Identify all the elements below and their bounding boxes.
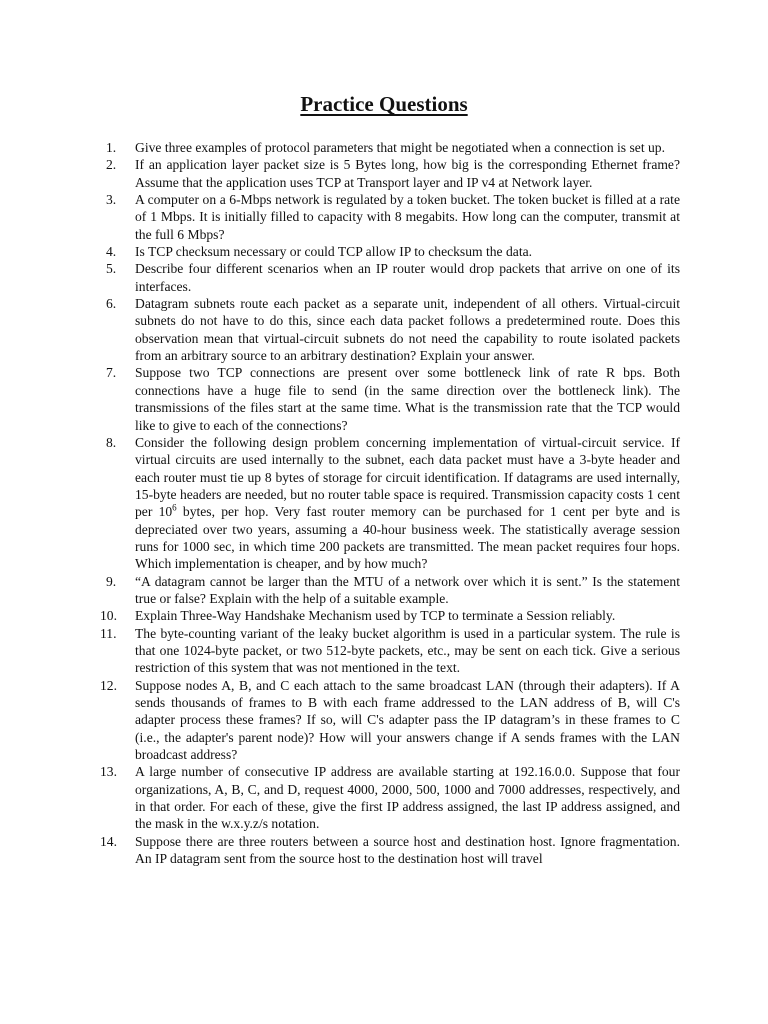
question-text	[135, 434, 680, 573]
question-number: 5.	[106, 261, 117, 277]
question-item	[90, 434, 680, 573]
question-item	[90, 139, 680, 156]
page-title: Practice Questions	[300, 92, 468, 116]
question-number: 12.	[100, 677, 117, 693]
question-item	[90, 156, 680, 191]
question-text: Is TCP checksum necessary or could TCP allow IP to checksum the data.	[135, 244, 533, 260]
question-text: Describe four different scenarios when an IP router would drop packets that arrive on one of its interfaces.	[135, 261, 680, 294]
question-text: Suppose two TCP connections are present over some bottleneck link of rate R bps. Both connections have a huge file to send (in the same direction over the bottleneck link). The transmissions of the files start at the same time. What is the transmission rate that the TCP would like to give to each of the connections?	[135, 365, 680, 433]
question-item	[90, 573, 680, 608]
question-text: A computer on a 6-Mbps network is regulated by a token bucket. The token bucket is filled at a rate of 1 Mbps. It is initially filled to capacity with 8 megabits. How long can the computer, transmit at the full 6 Mbps?	[135, 192, 680, 242]
question-number: 13.	[100, 764, 117, 780]
question-text: If an application layer packet size is 5 Bytes long, how big is the corresponding Ethernet frame? Assume that the application uses TCP at Transport layer and IP v4 at Network layer.	[135, 157, 680, 190]
question-number: 4.	[106, 244, 117, 260]
question-item	[90, 625, 680, 677]
question-text: Datagram subnets route each packet as a separate unit, independent of all others. Virtual-circuit subnets do not have to do this, since each data packet follows a predetermined route. Does this observation mean that virtual-circuit subnets do not need the capability to route isolated packets from an arbitrary source to an arbitrary destination? Explain your answer.	[135, 296, 680, 364]
question-number: 7.	[106, 365, 117, 381]
question-text: “A datagram cannot be larger than the MTU of a network over which it is sent.” Is the statement true or false? Explain with the help of a suitable example.	[135, 573, 680, 606]
question-number: 11.	[100, 625, 117, 641]
question-item	[90, 763, 680, 832]
question-text: Give three examples of protocol parameters that might be negotiated when a connection is set up.	[135, 140, 665, 155]
question-text-part: Consider the following design problem concerning implementation of virtual-circuit service. If virtual circuits are used internally to the subnet, each data packet must have a 3-byte header and each router must tie up 8 bytes of storage for circuit identification. If datagrams are used internally, 15-byte headers are needed, but no router table space is required. Transmission capacity costs 1 cent per 10	[135, 434, 680, 520]
question-number: 9.	[106, 573, 117, 589]
question-number: 10.	[100, 608, 117, 624]
question-text: Suppose nodes A, B, and C each attach to the same broadcast LAN (through their adapters). If A sends thousands of frames to B with each frame addressed to the LAN address of B, will C's adapter process these frames? If so, will C's adapter pass the IP datagram’s in these frames to C (i.e., the adapter's parent node)? How will your answers change if A sends frames with the LAN broadcast address?	[135, 677, 680, 763]
question-number: 2.	[106, 157, 117, 173]
question-item	[90, 677, 680, 764]
superscript-exponent: 6	[172, 502, 177, 513]
question-text-part: bytes, per hop. Very fast router memory can be purchased for 1 cent per byte and is depreciated over two years, assuming a 40-hour business week. The statistically average session runs for 1000 sec, in which time 200 packets are transmitted. The mean packet requires four hops. Which implementation is cheaper, and by how much?	[135, 504, 680, 572]
question-text: A large number of consecutive IP address are available starting at 192.16.0.0. Suppose that four organizations, A, B, C, and D, request 4000, 2000, 500, 1000 and 7000 addresses, respectively, and in that order. For each of these, give the first IP address assigned, the last IP address assigned, and the mask in the w.x.y.z/s notation.	[135, 764, 680, 832]
question-item	[90, 833, 680, 868]
question-text: Explain Three-Way Handshake Mechanism used by TCP to terminate a Session reliably.	[135, 608, 616, 624]
question-item	[90, 260, 680, 295]
question-number: 3.	[106, 192, 117, 208]
question-item	[90, 364, 680, 433]
question-item	[90, 295, 680, 364]
question-item	[90, 607, 680, 624]
question-text: Suppose there are three routers between a source host and destination host. Ignore fragmentation. An IP datagram sent from the source host to the destination host will travel	[135, 833, 680, 867]
question-item	[90, 191, 680, 243]
question-number: 14.	[100, 833, 117, 849]
question-number: 1.	[106, 140, 117, 155]
question-text: The byte-counting variant of the leaky bucket algorithm is used in a particular system. The rule is that one 1024-byte packet, or two 512-byte packets, etc., may be sent on each tick. Give a serious restriction of this system that was not mentioned in the text.	[135, 625, 680, 676]
question-number: 8.	[106, 434, 117, 450]
question-item	[90, 243, 680, 260]
question-number: 6.	[106, 296, 117, 312]
question-list	[90, 139, 680, 867]
